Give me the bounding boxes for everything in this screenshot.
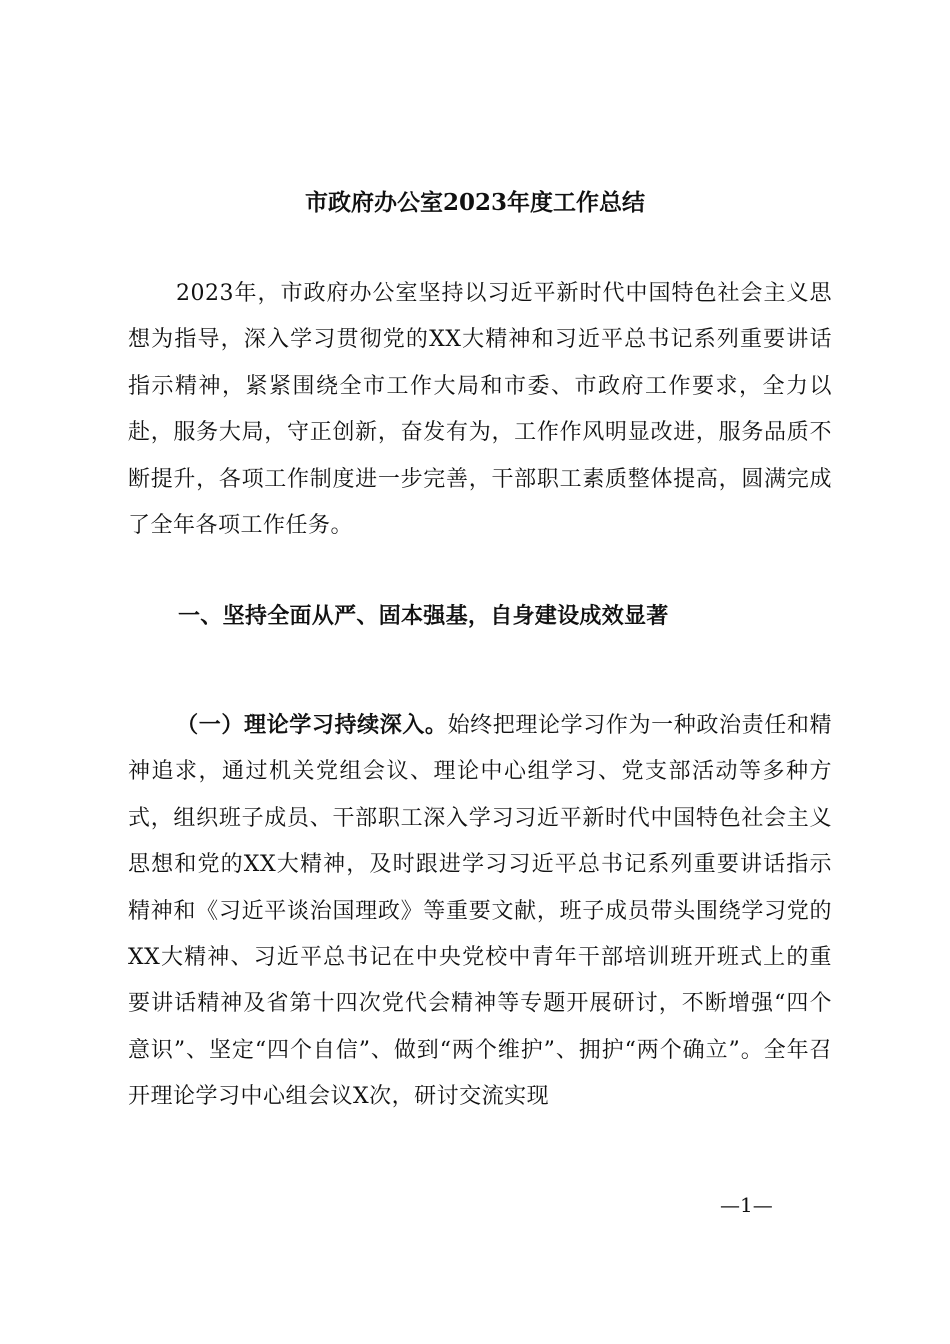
section-1-1-paragraph xyxy=(128,702,832,1121)
section-1-heading: 一、坚持全面从严、固本强基，自身建设成效显著 xyxy=(178,604,669,629)
page-number: —1— xyxy=(720,1193,773,1217)
section-1-1-body: 始终把理论学习作为一种政治责任和精神追求，通过机关党组会议、理论中心组学习、党支部活动等多种方式，组织班子成员、干部职工深入学习习近平新时代中国特色社会主义思想和党的XX大精神，及时跟进学习习近平总书记系列重要讲话指示精神和《习近平谈治国理政》等重要文献，班子成员带头围绕学习党的XX大精神、习近平总书记在中央党校中青年干部培训班开班式上的重要讲话精神及省第十四次党代会精神等专题开展研讨，不断增强“四个意识”、坚定“四个自信”、做到“两个维护”、拥护“两个确立”。全年召开理论学习中心组会议X次，研讨交流实现 xyxy=(128,713,832,1110)
document-title: 市政府办公室2023年度工作总结 xyxy=(304,189,645,216)
section-1-1-lead: （一）理论学习持续深入。 xyxy=(176,712,448,738)
intro-paragraph-text: 2023年，市政府办公室坚持以习近平新时代中国特色社会主义思想为指导，深入学习贯彻党的XX大精神和习近平总书记系列重要讲话指示精神，紧紧围绕全市工作大局和市委、市政府工作要求，全力以赴，服务大局，守正创新，奋发有为，工作作风明显改进，服务品质不断提升，各项工作制度进一步完善，干部职工素质整体提高，圆满完成了全年各项工作任务。 xyxy=(128,281,832,539)
intro-paragraph xyxy=(128,271,832,549)
